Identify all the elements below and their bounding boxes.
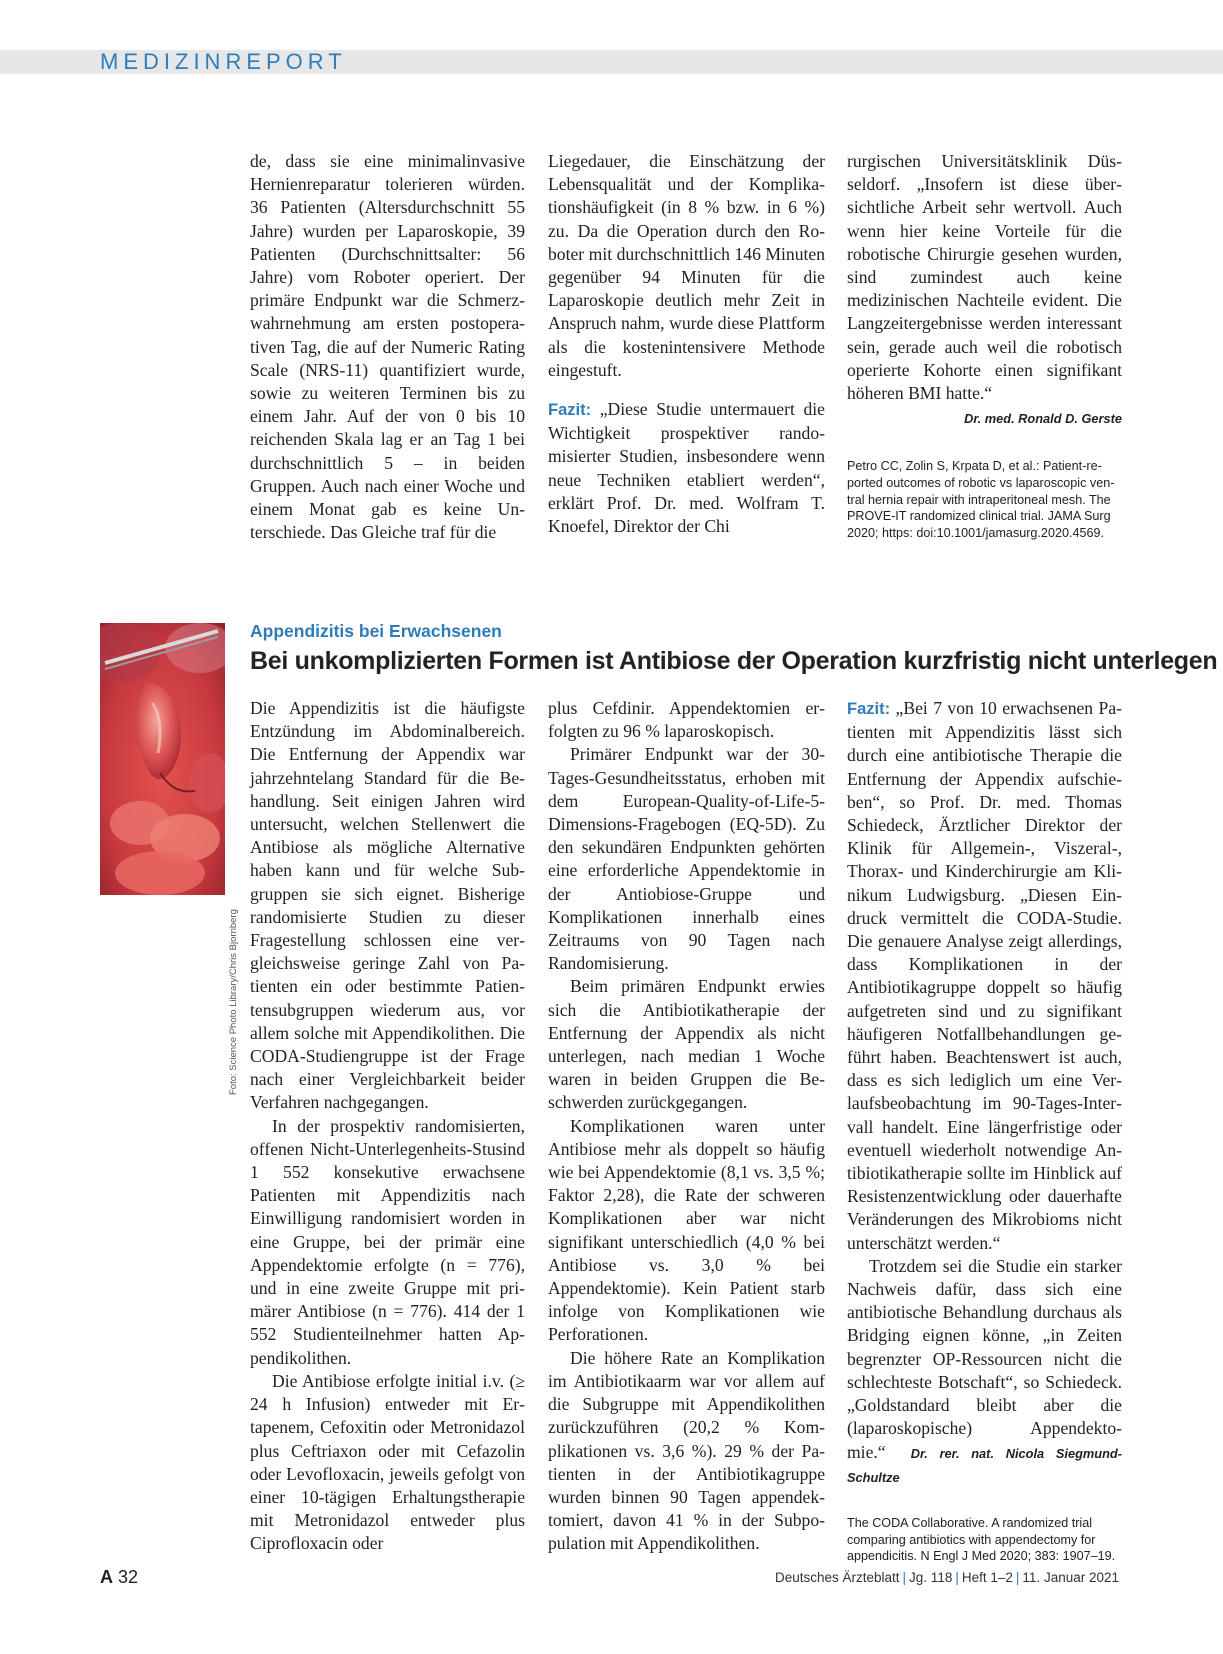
footer-citation <box>775 1570 1119 1585</box>
issue: Heft 1–2 <box>961 1570 1013 1585</box>
appendix-photo <box>100 623 225 895</box>
fazit-text: „Diese Studie untermauert die Wichtigkeit prospektiver randomisierter Studien, insbesondere wenn neue Techniken etabliert werden“, erklärt Prof. Dr. med. Wolfram T. Knoefel, Direktor der Chi <box>548 399 825 537</box>
photo-credit-text: Foto: Science Photo Library/Chris Bjornberg <box>228 909 239 1095</box>
fazit-text: „Bei 7 von 10 erwachsenen Patienten mit Appendizitis lässt sich durch eine antibiotische Therapie die Entfernung der Appendix aufschieben“, so Prof. Dr. med. Thomas Schiedeck, Ärztlicher Direktor der Klinik für Allgemein-, Viszeral-, Thorax- und Kinderchirurgie am Klinikum Ludwigsburg. „Diesen Eindruck vermittelt die CODA-Studie. Die genauere Analyse zeigt allerdings, dass Komplikationen in der Antibiotikagruppe doppelt so häufig aufgetreten sind und zu signifikant häufigeren Notfallbehandlungen geführt haben. Beachtenswert ist auch, dass es sich lediglich um eine Verlaufsbeobachtung im 90-Tages-Intervall handelt. Eine längerfristige oder eventuell wiederholt notwendige Antibiotikatherapie sollte im Hinblick auf Resistenzentwicklung oder dauerhafte Veränderungen des Mikrobioms nicht unterschätzt werden.“ <box>847 698 1122 1253</box>
appendix-photo-illustration <box>100 623 225 895</box>
paragraph: plus Cefdinir. Appendektomien erfolgten zu 96 % laparoskopisch. <box>548 698 825 742</box>
paragraph <box>847 1255 1122 1489</box>
volume: Jg. 118 <box>909 1570 953 1585</box>
paragraph: Die Appendizitis ist die häufigste Entzündung im Abdominalbereich. Die Entfernung der Appendix war jahrzehntelang Standard für die Behandlung. Seit einigen Jahren wird untersucht, welchen Stellenwert die Antibiose als mögliche Alternative haben kann und für welche Subgruppen sie sich eignet. Bisherige randomisierte Studien zu dieser Fragestellung schlossen eine vergleichsweise geringe Zahl von Patienten ein oder bestimmte Patientensubgruppen wiederum aus, vor allem solche mit Appendikolithen. Die CODA-Studiengruppe ist der Frage nach einer Vergleichbarkeit beider Verfahren nachgegangen. <box>250 698 525 1113</box>
page-number <box>100 1567 138 1588</box>
date: 11. Januar 2021 <box>1022 1570 1119 1585</box>
article-kicker: Appendizitis bei Erwachsenen <box>250 621 502 641</box>
page-prefix: A <box>100 1567 113 1587</box>
separator: | <box>1015 1570 1020 1585</box>
paragraph: In der prospektiv randomisierten, offenen Nicht-Unterlegenheits-Stusind 1 552 konsekutive erwachsene Patienten mit Appendizitis nach Einwilligung randomisiert worden in eine Gruppe, bei der primär eine Appendektomie erfolgte (n = 776), und in eine zweite Gruppe mit primärer Antibiose (n = 776). 414 der 1 552 Studienteilnehmer hatten Appendikolithen. <box>250 1115 525 1368</box>
article2-column-3 <box>847 697 1122 1565</box>
fazit-label: Fazit: <box>847 700 891 718</box>
article1-column-2 <box>548 150 825 538</box>
paragraph: Primärer Endpunkt war der 30-Tages-Gesundheitsstatus, erhoben mit dem European-Quality-of-Life-5-Dimensions-Fragebogen (EQ-5D). Zu den sekundären Endpunkten gehörten eine erforderliche Appendektomie in der Antiobiose-Gruppe und Komplikationen innerhalb eines Zeitraums von 90 Tagen nach Randomisierung. <box>548 744 825 974</box>
article-headline: Bei unkomplizierten Formen ist Antibiose der Operation kurzfristig nicht unterlegen <box>250 647 1218 675</box>
article1-column-3 <box>847 150 1122 541</box>
separator: | <box>902 1570 907 1585</box>
article1-column-1 <box>250 150 525 544</box>
paragraph: Die Antibiose erfolgte initial i.v. (≥ 24 h Infusion) entweder mit Ertapenem, Cefoxitin oder Metronidazol plus Ceftriaxon oder mit Cefazolin oder Levofloxacin, jeweils gefolgt von einer 10-tägigen Erhaltungstherapie mit Metronidazol entweder plus Ciprofloxacin oder <box>250 1370 525 1554</box>
paragraph: Liegedauer, die Einschätzung der Lebensqualität und der Komplikationshäufigkeit (in 8 % bzw. in 6 %) zu. Da die Operation durch den Roboter mit durchschnittlich 146 Minuten gegenüber 94 Minuten für die Laparoskopie deutlich mehr Zeit in Anspruch nahm, wurde diese Plattform als die kostenintensivere Methode eingestuft. <box>548 151 825 380</box>
reference: Petro CC, Zolin S, Krpata D, et al.: Patient-reported outcomes of robotic vs laparoscopic ventral hernia repair with intraperitoneal mesh. The PROVE-IT randomized clinical trial. JAMA Surg 2020; https: doi:10.1001/jamasurg.2020.4569. <box>847 459 1115 540</box>
fazit-label: Fazit: <box>548 401 592 420</box>
reference: The CODA Collaborative. A randomized trial comparing antibiotics with appendectomy for appendicitis. N Engl J Med 2020; 383: 1907–19. <box>847 1515 1116 1564</box>
fazit-paragraph <box>548 398 825 538</box>
article2-column-2 <box>548 697 825 1556</box>
paragraph: Beim primären Endpunkt erwies sich die Antibiotikatherapie der Entfernung der Appendix als nicht unterlegen, nach median 1 Woche waren in beiden Gruppen die Beschwerden zurückgegangen. <box>548 976 825 1113</box>
author-byline: Dr. rer. nat. Nicola Siegmund-Schultze <box>847 1445 1122 1485</box>
article2-column-1 <box>250 697 525 1556</box>
author-byline: Dr. med. Ronald D. Gerste <box>964 411 1122 427</box>
fazit-paragraph <box>847 697 1122 1255</box>
section-label: MEDIZINREPORT <box>100 49 347 74</box>
journal-name: Deutsches Ärzteblatt <box>774 1570 900 1585</box>
paragraph: Die höhere Rate an Komplikation im Antibiotikaarm war vor allem auf die Subgruppe mit Appendikolithen zurückzuführen (20,2 % Komplikationen vs. 3,6 %). 29 % der Patienten in der Antibiotikagruppe wurden binnen 90 Tagen appendektomiert, davon 41 % in der Subpopulation mit Appendikolithen. <box>548 1347 825 1554</box>
paragraph-text: Trotzdem sei die Studie ein starker Nachweis dafür, dass sich eine antibiotische Behandlung durchaus als Bridging eignen könne, „in Zeiten begrenzter OP-Ressourcen nicht die schlechteste Botschaft“, so Schiedeck. „Goldstandard bleibt aber die (laparoskopische) Appendektomie.“ <box>847 1255 1122 1462</box>
paragraph: de, dass sie eine minimalinvasive Hernienreparatur tolerieren würden. 36 Patienten (Altersdurchschnitt 55 Jahre) wurden per Laparoskopie, 39 Patienten (Durchschnittsalter: 56 Jahre) vom Roboter operiert. Der primäre Endpunkt war die Schmerzwahrnehmung am ersten postoperativen Tag, die auf der Numeric Rating Scale (NRS-11) quantifiziert wurde, sowie zu weiteren Terminen bis zu einem Jahr. Auf der von 0 bis 10 reichenden Skala lag er an Tag 1 bei durchschnittlich 5 – in beiden Gruppen. Auch nach einer Woche und einem Monat gab es keine Unterschiede. Das Gleiche traf für die <box>250 151 525 543</box>
page-number-value: 32 <box>118 1567 139 1587</box>
photo-credit <box>228 895 242 1095</box>
paragraph: rurgischen Universitätsklinik Düsseldorf. „Insofern ist diese übersichtliche Arbeit sehr wertvoll. Auch wenn hier keine Vorteile für die robotische Chirurgie gesehen wurden, sind zumindest auch keine medizinischen Nachteile evident. Die Langzeitergebnisse werden interessant sein, gerade auch weil die robotisch operierte Kohorte einen signifikant höheren BMI hatte.“ <box>847 151 1122 404</box>
paragraph: Komplikationen waren unter Antibiose mehr als doppelt so häufig wie bei Appendektomie (8,1 vs. 3,5 %; Faktor 2,28), die Rate der schweren Komplikationen aber war nicht signifikant unterschiedlich (4,0 % bei Antibiose vs. 3,0 % bei Appendektomie). Kein Patient starb infolge von Komplikationen wie Perforationen. <box>548 1115 825 1345</box>
separator: | <box>955 1570 959 1585</box>
